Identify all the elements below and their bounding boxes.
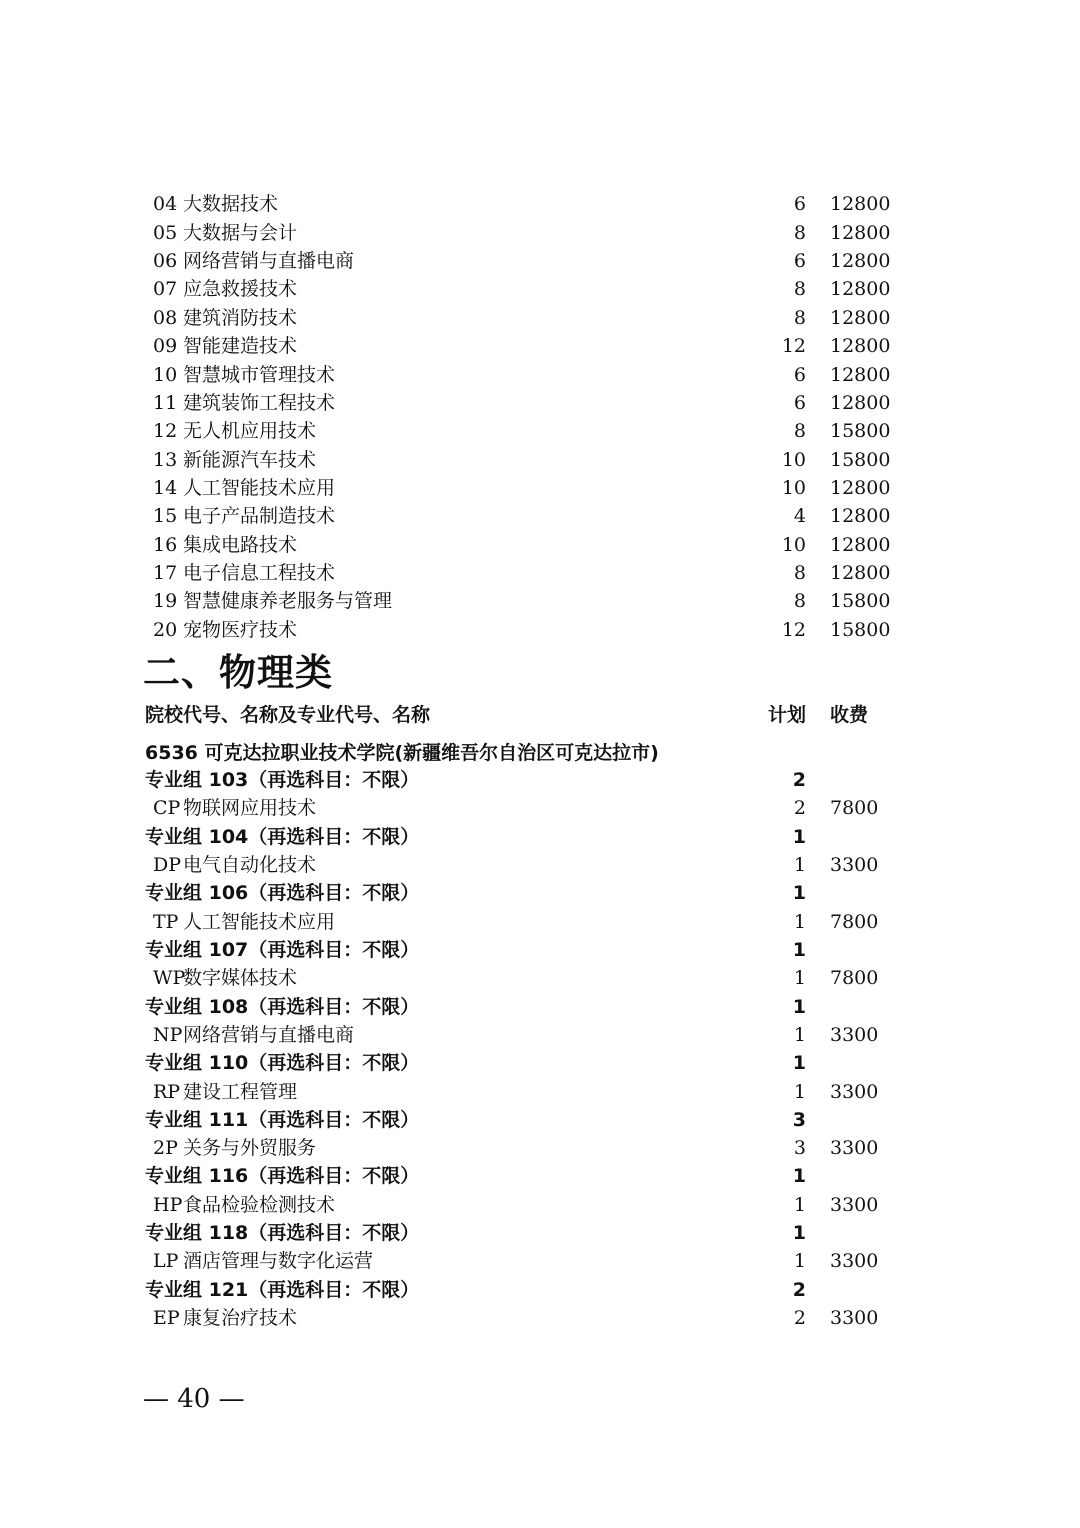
plan-count: 6 bbox=[793, 193, 806, 215]
major-name: 智能建造技术 bbox=[183, 335, 298, 357]
table-row bbox=[0, 474, 1080, 502]
fee-amount: 15800 bbox=[830, 420, 891, 442]
major-code: 06 bbox=[153, 250, 178, 272]
fee-amount: 12800 bbox=[830, 477, 891, 499]
group-plan: 3 bbox=[792, 1109, 806, 1131]
group-label: 专业组 111（再选科目：不限） bbox=[145, 1109, 420, 1131]
group-label: 专业组 118（再选科目：不限） bbox=[145, 1222, 420, 1244]
fee-amount: 12800 bbox=[830, 222, 891, 244]
major-code: RP bbox=[153, 1081, 181, 1103]
fee-amount: 12800 bbox=[830, 335, 891, 357]
fee-amount: 12800 bbox=[830, 307, 891, 329]
major-name: 电子信息工程技术 bbox=[183, 562, 336, 584]
major-name: 大数据与会计 bbox=[183, 222, 298, 244]
fee-amount: 12800 bbox=[830, 505, 891, 527]
major-name: 建筑装饰工程技术 bbox=[183, 392, 336, 414]
group-plan: 1 bbox=[792, 882, 806, 904]
fee-amount: 7800 bbox=[830, 911, 879, 933]
major-row bbox=[0, 964, 1080, 992]
fee-amount: 15800 bbox=[830, 590, 891, 612]
group-row bbox=[0, 1219, 1080, 1247]
plan-count: 10 bbox=[781, 477, 806, 499]
column-header-name: 院校代号、名称及专业代号、名称 bbox=[145, 704, 431, 726]
group-plan: 1 bbox=[792, 996, 806, 1018]
major-code: LP bbox=[153, 1250, 179, 1272]
major-name: 智慧健康养老服务与管理 bbox=[183, 590, 393, 612]
major-row bbox=[0, 908, 1080, 936]
major-name: 数字媒体技术 bbox=[183, 967, 298, 989]
major-code: 08 bbox=[153, 307, 178, 329]
major-name: 网络营销与直播电商 bbox=[183, 1024, 355, 1046]
major-name: 关务与外贸服务 bbox=[183, 1137, 317, 1159]
major-code: 09 bbox=[153, 335, 178, 357]
major-code: 10 bbox=[153, 364, 178, 386]
table-row bbox=[0, 219, 1080, 247]
major-row bbox=[0, 1191, 1080, 1219]
plan-count: 12 bbox=[781, 619, 806, 641]
table-row bbox=[0, 361, 1080, 389]
major-code: 2P bbox=[153, 1137, 178, 1159]
table-row bbox=[0, 275, 1080, 303]
major-row bbox=[0, 794, 1080, 822]
plan-count: 6 bbox=[793, 250, 806, 272]
plan-count: 8 bbox=[793, 222, 806, 244]
major-name: 建筑消防技术 bbox=[183, 307, 298, 329]
plan-count: 1 bbox=[793, 911, 806, 933]
fee-amount: 15800 bbox=[830, 619, 891, 641]
major-code: 19 bbox=[153, 590, 178, 612]
group-row bbox=[0, 879, 1080, 907]
major-row bbox=[0, 1078, 1080, 1106]
table-row bbox=[0, 304, 1080, 332]
group-plan: 2 bbox=[792, 1279, 806, 1301]
table-row bbox=[0, 587, 1080, 615]
group-plan: 1 bbox=[792, 1222, 806, 1244]
fee-amount: 12800 bbox=[830, 562, 891, 584]
plan-count: 2 bbox=[793, 797, 806, 819]
fee-amount: 15800 bbox=[830, 449, 891, 471]
column-header-fee: 收费 bbox=[830, 704, 869, 726]
major-code: 14 bbox=[153, 477, 178, 499]
group-plan: 1 bbox=[792, 1165, 806, 1187]
fee-amount: 7800 bbox=[830, 967, 879, 989]
table-row bbox=[0, 190, 1080, 218]
major-row bbox=[0, 1021, 1080, 1049]
major-code: 17 bbox=[153, 562, 178, 584]
major-name: 康复治疗技术 bbox=[183, 1307, 298, 1329]
major-row bbox=[0, 1134, 1080, 1162]
fee-amount: 12800 bbox=[830, 250, 891, 272]
fee-amount: 3300 bbox=[830, 1024, 879, 1046]
major-code: 11 bbox=[153, 392, 178, 414]
major-code: DP bbox=[153, 854, 182, 876]
plan-count: 10 bbox=[781, 449, 806, 471]
group-label: 专业组 107（再选科目：不限） bbox=[145, 939, 420, 961]
major-name: 建设工程管理 bbox=[183, 1081, 298, 1103]
major-code: NP bbox=[153, 1024, 183, 1046]
major-code: TP bbox=[153, 911, 179, 933]
plan-count: 4 bbox=[793, 505, 806, 527]
group-row bbox=[0, 1106, 1080, 1134]
plan-count: 1 bbox=[793, 1024, 806, 1046]
group-row bbox=[0, 993, 1080, 1021]
column-header-plan: 计划 bbox=[768, 704, 807, 726]
column-header bbox=[0, 701, 1080, 729]
plan-count: 8 bbox=[793, 562, 806, 584]
major-name: 食品检验检测技术 bbox=[183, 1194, 336, 1216]
major-name: 人工智能技术应用 bbox=[183, 911, 336, 933]
group-row bbox=[0, 936, 1080, 964]
group-row bbox=[0, 1276, 1080, 1304]
major-code: 12 bbox=[153, 420, 178, 442]
table-row bbox=[0, 559, 1080, 587]
group-label: 专业组 108（再选科目：不限） bbox=[145, 996, 420, 1018]
plan-count: 1 bbox=[793, 1194, 806, 1216]
plan-count: 1 bbox=[793, 967, 806, 989]
major-code: HP bbox=[153, 1194, 183, 1216]
major-name: 酒店管理与数字化运营 bbox=[183, 1250, 374, 1272]
major-row bbox=[0, 1304, 1080, 1332]
table-row bbox=[0, 502, 1080, 530]
plan-count: 8 bbox=[793, 278, 806, 300]
group-plan: 1 bbox=[792, 1052, 806, 1074]
plan-count: 1 bbox=[793, 1250, 806, 1272]
major-name: 新能源汽车技术 bbox=[183, 449, 317, 471]
group-label: 专业组 106（再选科目：不限） bbox=[145, 882, 420, 904]
major-name: 人工智能技术应用 bbox=[183, 477, 336, 499]
major-name: 集成电路技术 bbox=[183, 534, 298, 556]
table-row bbox=[0, 616, 1080, 644]
school-title: 6536 可克达拉职业技术学院(新疆维吾尔自治区可克达拉市) bbox=[145, 742, 659, 764]
plan-count: 8 bbox=[793, 420, 806, 442]
fee-amount: 7800 bbox=[830, 797, 879, 819]
major-name: 无人机应用技术 bbox=[183, 420, 317, 442]
major-row bbox=[0, 1247, 1080, 1275]
table-row bbox=[0, 446, 1080, 474]
plan-count: 1 bbox=[793, 854, 806, 876]
table-row bbox=[0, 417, 1080, 445]
plan-count: 12 bbox=[781, 335, 806, 357]
plan-count: 6 bbox=[793, 392, 806, 414]
fee-amount: 3300 bbox=[830, 854, 879, 876]
page-number: — 40 — bbox=[143, 1384, 245, 1414]
group-row bbox=[0, 766, 1080, 794]
fee-amount: 12800 bbox=[830, 534, 891, 556]
group-label: 专业组 116（再选科目：不限） bbox=[145, 1165, 420, 1187]
fee-amount: 3300 bbox=[830, 1250, 879, 1272]
major-code: 20 bbox=[153, 619, 178, 641]
major-code: 05 bbox=[153, 222, 178, 244]
fee-amount: 12800 bbox=[830, 193, 891, 215]
group-label: 专业组 103（再选科目：不限） bbox=[145, 769, 420, 791]
group-label: 专业组 104（再选科目：不限） bbox=[145, 826, 420, 848]
group-plan: 2 bbox=[792, 769, 806, 791]
fee-amount: 3300 bbox=[830, 1307, 879, 1329]
group-row bbox=[0, 1049, 1080, 1077]
group-label: 专业组 121（再选科目：不限） bbox=[145, 1279, 420, 1301]
group-row bbox=[0, 823, 1080, 851]
fee-amount: 3300 bbox=[830, 1137, 879, 1159]
major-name: 电子产品制造技术 bbox=[183, 505, 336, 527]
plan-count: 10 bbox=[781, 534, 806, 556]
fee-amount: 12800 bbox=[830, 392, 891, 414]
table-row bbox=[0, 389, 1080, 417]
major-code: 15 bbox=[153, 505, 178, 527]
major-code: 04 bbox=[153, 193, 178, 215]
table-row bbox=[0, 332, 1080, 360]
plan-count: 3 bbox=[793, 1137, 806, 1159]
major-code: CP bbox=[153, 797, 181, 819]
fee-amount: 3300 bbox=[830, 1194, 879, 1216]
major-code: EP bbox=[153, 1307, 180, 1329]
major-name: 物联网应用技术 bbox=[183, 797, 317, 819]
group-plan: 1 bbox=[792, 939, 806, 961]
major-name: 智慧城市管理技术 bbox=[183, 364, 336, 386]
group-label: 专业组 110（再选科目：不限） bbox=[145, 1052, 420, 1074]
major-name: 应急救援技术 bbox=[183, 278, 298, 300]
fee-amount: 12800 bbox=[830, 278, 891, 300]
plan-count: 6 bbox=[793, 364, 806, 386]
section-heading: 二、物理类 bbox=[143, 651, 333, 694]
table-row bbox=[0, 531, 1080, 559]
plan-count: 2 bbox=[793, 1307, 806, 1329]
fee-amount: 3300 bbox=[830, 1081, 879, 1103]
table-row bbox=[0, 247, 1080, 275]
group-row bbox=[0, 1162, 1080, 1190]
plan-count: 8 bbox=[793, 307, 806, 329]
plan-count: 8 bbox=[793, 590, 806, 612]
plan-count: 1 bbox=[793, 1081, 806, 1103]
major-name: 大数据技术 bbox=[183, 193, 279, 215]
major-code: WP bbox=[153, 967, 186, 989]
major-code: 07 bbox=[153, 278, 178, 300]
group-plan: 1 bbox=[792, 826, 806, 848]
major-name: 网络营销与直播电商 bbox=[183, 250, 355, 272]
fee-amount: 12800 bbox=[830, 364, 891, 386]
major-row bbox=[0, 851, 1080, 879]
major-code: 13 bbox=[153, 449, 178, 471]
major-name: 电气自动化技术 bbox=[183, 854, 317, 876]
major-name: 宠物医疗技术 bbox=[183, 619, 298, 641]
major-code: 16 bbox=[153, 534, 178, 556]
